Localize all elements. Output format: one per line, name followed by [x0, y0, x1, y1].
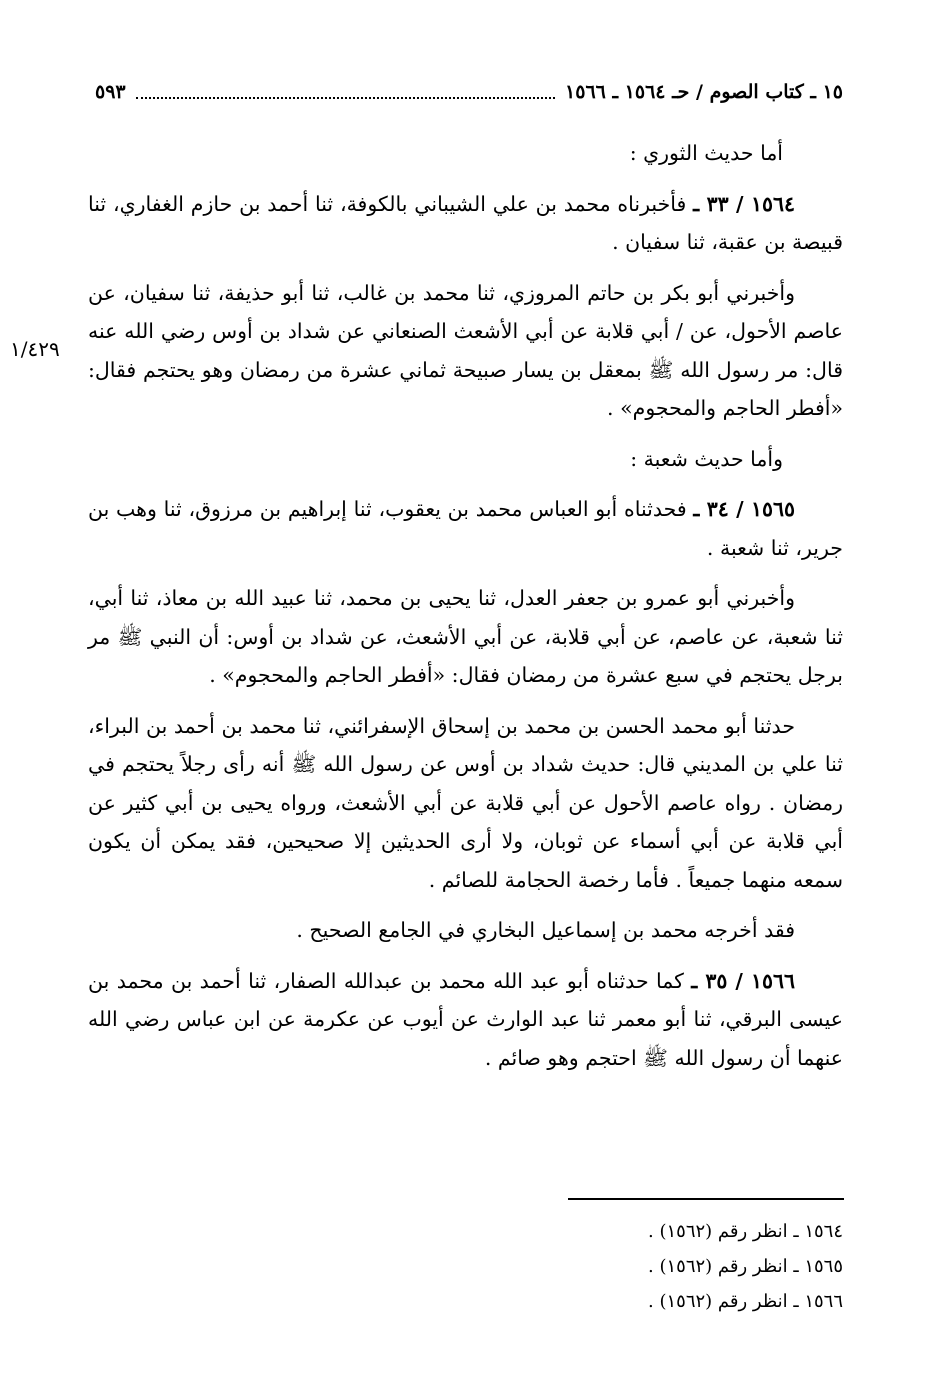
- footnote-item: ١٥٦٥ ـ انظر رقم (١٥٦٢) .: [648, 1256, 843, 1277]
- paragraph-isnad-abu-amr: وأخبرني أبو عمرو بن جعفر العدل، ثنا يحيى بن محمد، ثنا عبيد الله بن معاذ، ثنا أبي، ثنا شعبة، عن عاصم، عن أبي قلابة، عن أبي الأشعث، عن شداد بن أوس: أن النبي ﷺ مر برجل يحتجم في سبع عشرة من رمضان فقال: «أفطر الحاجم والمحجوم» .: [88, 586, 843, 687]
- paragraph-isnad-marwazi: وأخبرني أبو بكر بن حاتم المروزي، ثنا محمد بن غالب، ثنا أبو حذيفة، ثنا سفيان، عن عاصم الأحول، عن / أبي قلابة عن أبي الأشعث الصنعاني عن شداد بن أوس رضي الله عنه قال: مر رسول الله ﷺ بمعقل بن يسار صبيحة ثماني عشرة من رمضان وهو يحتجم فقال: «أفطر الحاجم والمحجوم» .: [88, 280, 843, 420]
- footnote-item: ١٥٦٤ ـ انظر رقم (١٥٦٢) .: [648, 1221, 843, 1242]
- hadith-1564: [88, 185, 843, 262]
- margin-reference: ١/٤٢٩: [10, 337, 60, 361]
- hadith-text: كما حدثناه أبو عبد الله محمد بن عبدالله الصفار، ثنا أحمد بن محمد بن عيسى البرقي، ثنا أبو معمر ثنا عبد الوارث عن أيوب عن عكرمة عن ابن عباس رضي الله عنهما أن رسول الله ﷺ احتجم وهو صائم .: [88, 968, 843, 1070]
- main-text: [88, 134, 843, 1089]
- running-title: ١٥ ـ كتاب الصوم / حـ ١٥٦٤ ـ ١٥٦٦: [565, 81, 843, 103]
- hadith-text: فأخبرناه محمد بن علي الشيباني بالكوفة، ثنا أحمد بن حازم الغفاري، ثنا قبيصة بن عقبة، ثنا سفيان .: [88, 191, 843, 254]
- hadith-1565: [88, 490, 843, 567]
- hadith-1566: [88, 962, 843, 1078]
- footnotes: [440, 1214, 843, 1319]
- hadith-number: ١٥٦٥ / ٣٤ ـ: [693, 497, 795, 521]
- page-number: ٥٩٣: [95, 81, 126, 103]
- hadith-text: فحدثناه أبو العباس محمد بن يعقوب، ثنا إبراهيم بن مرزوق، ثنا وهب بن جرير، ثنا شعبة .: [88, 497, 843, 560]
- header-dot-leader: [136, 97, 555, 99]
- section-heading-shuba: وأما حديث شعبة :: [630, 446, 783, 471]
- hadith-number: ١٥٦٤ / ٣٣ ـ: [693, 191, 795, 216]
- page-header: [95, 76, 843, 108]
- section-heading-thawri: أما حديث الثوري :: [629, 141, 783, 165]
- paragraph-ibn-al-madini: حدثنا أبو محمد الحسن بن محمد بن إسحاق الإسفرائني، ثنا محمد بن أحمد بن البراء، ثنا علي بن المديني قال: حديث شداد بن أوس عن رسول الله ﷺ أنه رأى رجلاً يحتجم في رمضان . رواه عاصم الأحول عن أبي قلابة عن أبي الأشعث، ورواه يحيى بن أبي كثير عن أبي قلابة عن أبي أسماء عن ثوبان، ولا أرى الحديثين إلا صحيحين، فقد يمكن أن يكون سمعه منهما جميعاً . فأما رخصة الحجامة للصائم .: [88, 713, 843, 892]
- hadith-number: ١٥٦٦ / ٣٥ ـ: [691, 968, 795, 993]
- footnote-separator: [568, 1198, 844, 1200]
- footnote-item: ١٥٦٦ ـ انظر رقم (١٥٦٢) .: [648, 1291, 843, 1312]
- paragraph-bukhari: فقد أخرجه محمد بن إسماعيل البخاري في الجامع الصحيح .: [296, 918, 795, 942]
